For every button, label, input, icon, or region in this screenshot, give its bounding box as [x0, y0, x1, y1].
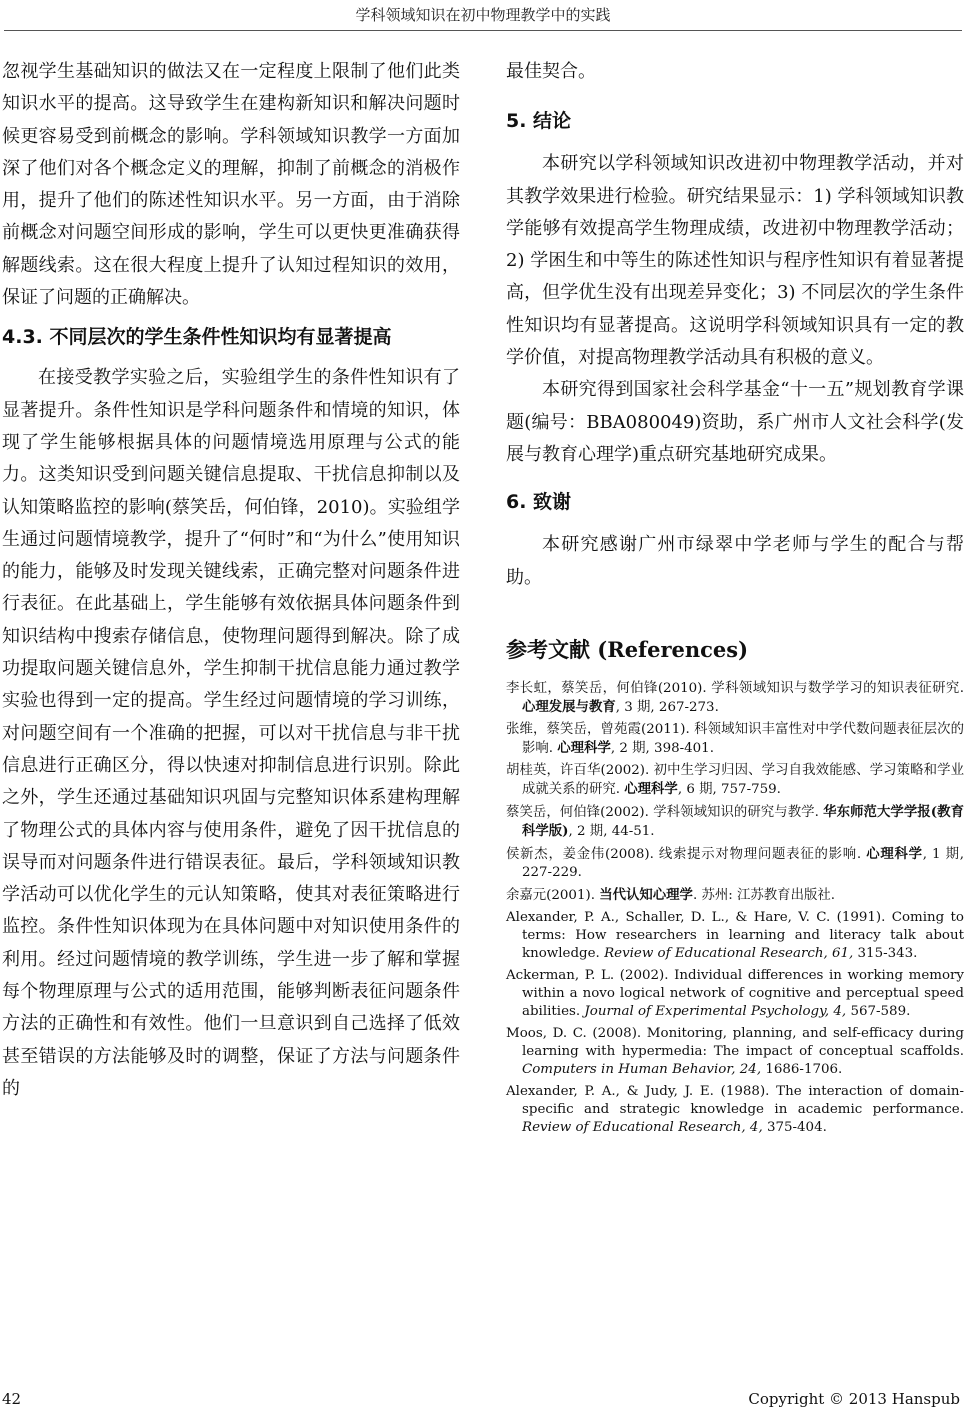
reference-item: Moos, D. C. (2008). Monitoring, planning, and self-efficacy during learning with hypermedia: The impact of conceptual scaffolds. Computers in Human Behavior, 24, 1686-1706. [506, 1025, 964, 1077]
page-number: 42 [2, 1390, 22, 1408]
running-header: 学科领域知识在初中物理教学中的实践 [355, 6, 611, 24]
references-heading: 参考文献 (References) [506, 636, 749, 662]
body-paragraph: 本研究感谢广州市绿翠中学老师与学生的配合与帮助。 [506, 534, 964, 588]
body-paragraph: 本研究得到国家社会科学基金“十一五”规划教育学课题(编号：BBA080049)资助，系广州市人文社会科学(发展与教育心理学)重点研究基地研究成果。 [506, 379, 964, 465]
body-paragraph: 在接受教学实验之后，实验组学生的条件性知识有了显著提升。条件性知识是学科问题条件和情境的知识，体现了学生能够根据具体的问题情境选用原理与公式的能力。这类知识受到问题关键信息提取、干扰信息抑制以及认知策略监控的影响(蔡笑岳，何伯锋，2010)。实验组学生通过问题情境教学，提升了“何时”和“为什么”使用知识的能力，能够及时发现关键线索，正确完整对问题条件进行表征。在此基础上，学生能够有效依据具体问题条件到知识结构中搜索存储信息，使物理问题得到解决。除了成功提取问题关键信息外，学生抑制干扰信息能力通过教学实验也得到一定的提高。学生经过问题情境的学习训练，对问题空间有一个准确的把握，可以对干扰信息与非干扰信息进行正确区分，得以快速对抑制信息进行识别。除此之外，学生还通过基础知识巩固与完整知识体系建构理解了物理公式的具体内容与使用条件，避免了因干扰信息的误导而对问题条件进行错误表征。最后，学科领域知识教学活动可以优化学生的元认知策略，使其对表征策略进行监控。条件性知识体现为在具体问题中对知识使用条件的利用。经过问题情境的教学训练，学生进一步了解和掌握每个物理原理与公式的适用范围，能够判断表征问题条件方法的正确性和有效性。他们一旦意识到自己选择了低效甚至错误的方法能够及时的调整，保证了方法与问题条件的 [2, 367, 460, 1099]
reference-item: Alexander, P. A., Schaller, D. L., & Hare, V. C. (1991). Coming to terms: How researchers in learning and literacy talk about knowledge. Review of Educational Research, 61, 315-343. [506, 909, 964, 961]
body-paragraph: 最佳契合。 [506, 61, 596, 82]
reference-item: Ackerman, P. L. (2002). Individual differences in working memory within a novo logical network of cognitive and perceptual speed abilities. Journal of Experimental Psychology, 4, 567-589. [506, 967, 964, 1019]
section-heading-5: 5. 结论 [506, 110, 572, 133]
section-heading-4-3: 4.3. 不同层次的学生条件性知识均有显著提高 [2, 326, 392, 349]
copyright-notice: Copyright © 2013 Hanspub [748, 1390, 960, 1408]
reference-item: 蔡笑岳，何伯锋(2002). 学科领域知识的研究与教学. 华东师范大学学报(教育科学版), 2 期, 44-51. [506, 803, 964, 839]
reference-list [506, 680, 964, 1137]
reference-item: 胡桂英，许百华(2002). 初中生学习归因、学习自我效能感、学习策略和学业成就关系的研究. 心理科学, 6 期, 757-759. [506, 762, 964, 797]
reference-item: 余嘉元(2001). 当代认知心理学. 苏州: 江苏教育出版社. [506, 886, 836, 903]
right-column [506, 56, 964, 1141]
reference-item: 侯新杰，姜金伟(2008). 线索提示对物理问题表征的影响. 心理科学, 1 期, 227-229. [506, 845, 964, 880]
body-paragraph: 本研究以学科领域知识改进初中物理教学活动，并对其教学效果进行检验。研究结果显示：1) 学科领域知识教学能够有效提高学生物理成绩，改进初中物理教学活动；2) 学困生和中等生的陈述性知识与程序性知识有着显著提高，但学优生没有出现差异变化；3) 不同层次的学生条件性知识均有显著提高。这说明学科领域知识具有一定的教学价值，对提高物理教学活动具有积极的意义。 [506, 153, 964, 369]
section-heading-6: 6. 致谢 [506, 491, 572, 514]
header-rule [4, 30, 962, 31]
left-column [2, 56, 460, 1105]
body-paragraph: 忽视学生基础知识的做法又在一定程度上限制了他们此类知识水平的提高。这导致学生在建构新知识和解决问题时候更容易受到前概念的影响。学科领域知识教学一方面加深了他们对各个概念定义的理解，抑制了前概念的消极作用，提升了他们的陈述性知识水平。另一方面，由于消除前概念对问题空间形成的影响，学生可以更快更准确获得解题线索。这在很大程度上提升了认知过程知识的效用，保证了问题的正确解决。 [2, 61, 460, 309]
reference-item: 张维，蔡笑岳，曾苑霞(2011). 科领域知识丰富性对中学代数问题表征层次的影响. 心理科学, 2 期, 398-401. [506, 721, 964, 756]
reference-item: 李长虹，蔡笑岳，何伯锋(2010). 学科领域知识与数学学习的知识表征研究. 心理发展与教育, 3 期, 267-273. [506, 680, 964, 715]
reference-item: Alexander, P. A., & Judy, J. E. (1988). The interaction of domain-specific and strategic knowledge in academic performance. Review of Educational Research, 4, 375-404. [506, 1083, 964, 1135]
